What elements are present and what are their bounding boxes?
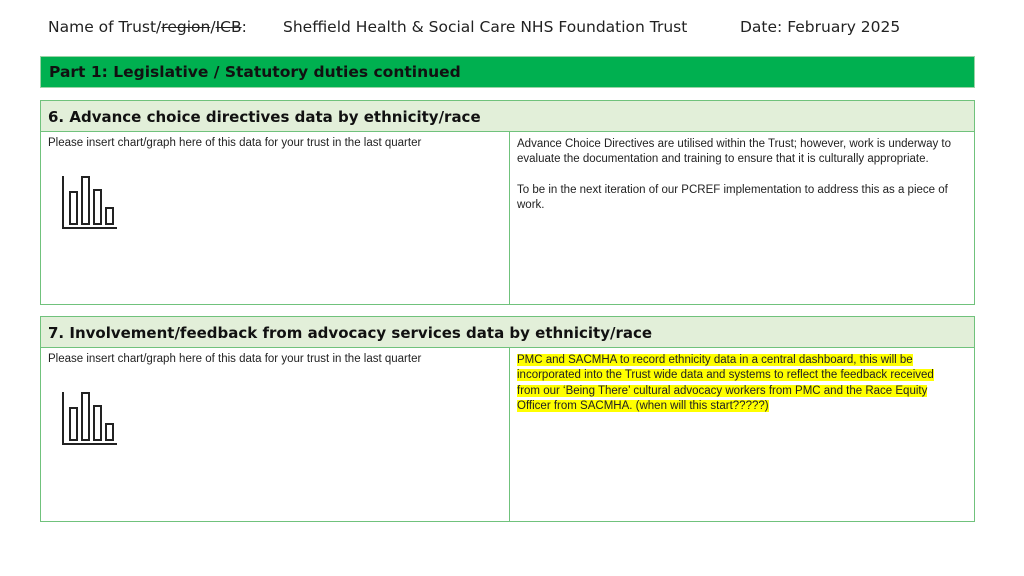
trust-name-label: Name of Trust/region/ICB: [48,18,247,36]
chart-cell[interactable] [41,348,510,521]
section-advance-choice [40,100,975,305]
bar-chart-icon [61,390,119,446]
note-paragraph: Advance Choice Directives are utilised within the Trust; however, work is underway to evaluate the documentation and training to ensure that it is culturally appropriate. [517,138,952,166]
part-title: Part 1: Legislative / Statutory duties continued [49,63,461,81]
chart-cell[interactable] [41,132,510,304]
note-paragraph: To be in the next iteration of our PCREF implementation to address this as a piece of work. [517,183,948,212]
notes-cell[interactable] [510,348,974,521]
chart-prompt: Please insert chart/graph here of this data for your trust in the last quarter [48,137,422,149]
trust-name: Sheffield Health & Social Care NHS Foundation Trust [283,18,688,36]
document-header [48,18,988,42]
highlighted-note: PMC and SACMHA to record ethnicity data in a central dashboard, this will be incorporated into the Trust wide data and systems to reflect the feedback received from our ‘Being There’ cultural advocacy workers from PMC and the Race Equity Officer from SACMHA. (when will this start?????) [517,354,934,413]
part-banner [40,56,975,88]
notes-text [517,353,957,415]
struck-icb-text: ICB [215,18,242,36]
notes-cell[interactable] [510,132,974,304]
struck-region-text: region [161,18,211,36]
section-advocacy-feedback [40,316,975,522]
section-header [41,317,974,348]
notes-text [517,137,957,214]
chart-prompt: Please insert chart/graph here of this data for your trust in the last quarter [48,353,422,365]
section-title: 6. Advance choice directives data by ethnicity/race [48,108,481,126]
report-date: Date: February 2025 [740,18,901,36]
bar-chart-icon [61,174,119,230]
section-header [41,101,974,132]
section-title: 7. Involvement/feedback from advocacy services data by ethnicity/race [48,324,653,342]
